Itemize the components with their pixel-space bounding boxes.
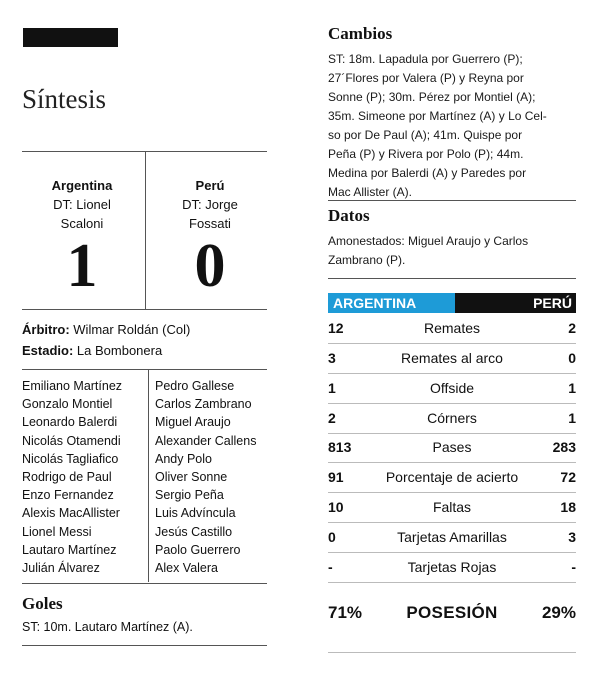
page-title: Síntesis [22,84,107,114]
stat-row [328,522,576,553]
player-away: Paolo Guerrero [155,542,241,557]
player-away: Jesús Castillo [155,524,233,539]
stat-away: 18 [560,498,576,515]
team-home-coach-2: Scaloni [60,216,104,231]
lineup-away [155,377,270,577]
score-home: 1 [66,232,98,300]
stats-header [328,293,576,313]
stat-home: 1 [328,379,336,396]
stat-row [328,492,576,523]
player-away: Alexander Callens [155,433,257,448]
changes-line: Sonne (P); 30m. Pérez por Montiel (A); [328,90,536,104]
divider [22,583,267,584]
stat-row [328,552,576,583]
divider [22,309,267,310]
team-divider [145,151,146,309]
changes-text [328,50,588,202]
player-home: Leonardo Balerdi [22,415,118,430]
team-away-name: Perú [195,178,225,193]
stat-label: Tarjetas Amarillas [397,528,507,545]
player-away: Miguel Araujo [155,415,231,430]
changes-line: 27´Flores por Valera (P) y Reyna por [328,71,524,85]
team-away-coach-2: Fossati [189,216,231,231]
stat-away: 72 [560,468,576,485]
referee-line [22,322,190,337]
data-text [328,232,588,270]
stat-away: 283 [552,438,576,455]
referee-label: Árbitro: [22,322,70,337]
header-black-bar [23,28,118,47]
stat-home: 10 [328,498,344,515]
changes-line: 35m. Simeone por Martínez (A) y Lo Cel- [328,109,547,123]
stat-home: - [328,558,333,575]
stat-label: Córners [427,409,477,426]
player-home: Gonzalo Montiel [22,397,113,412]
team-away-coach-1: DT: Jorge [182,197,238,212]
stat-home: 3 [328,349,336,366]
changes-line: ST: 18m. Lapadula por Guerrero (P); [328,52,523,66]
stat-home: 12 [328,319,344,336]
player-away: Luis Advíncula [155,506,236,521]
divider [328,200,576,201]
stats-header-away: PERÚ [455,293,576,313]
stat-label: Faltas [432,498,472,515]
team-home-name: Argentina [51,178,113,193]
stat-label: Tarjetas Rojas [407,558,497,575]
stats-header-home: ARGENTINA [328,293,455,313]
data-title: Datos [328,206,370,225]
team-home-coach-1: DT: Lionel [53,197,111,212]
stat-row [328,373,576,404]
stat-label: Remates [423,319,481,336]
data-line: Zambrano (P). [328,253,406,267]
player-home: Rodrigo de Paul [22,470,112,485]
stat-label: Offside [429,379,475,396]
goals-text: ST: 10m. Lautaro Martínez (A). [22,620,193,634]
stat-away: 3 [568,528,576,545]
divider [22,645,267,646]
stat-row [328,313,576,344]
player-home: Nicolás Otamendi [22,433,121,448]
stat-away: - [571,558,576,575]
changes-line: Medina por Balerdi (A) y Paredes por [328,166,527,180]
data-line: Amonestados: Miguel Araujo y Carlos [328,234,529,248]
changes-title: Cambios [328,24,393,43]
stat-away: 0 [568,349,576,366]
divider [328,278,576,279]
player-away: Pedro Gallese [155,379,235,393]
stat-home: 813 [328,438,352,455]
changes-line: Mac Allister (A). [328,185,413,199]
stadium-label: Estadio: [22,343,74,358]
divider [328,652,576,653]
stat-home: 91 [328,468,344,485]
possession-row [328,600,576,626]
stat-away: 1 [568,409,576,426]
changes-line: Peña (P) y Rivera por Polo (P); 44m. [328,147,524,161]
possession-label: POSESIÓN [406,603,498,622]
team-home [22,176,142,300]
player-away: Andy Polo [155,451,212,466]
player-away: Carlos Zambrano [155,397,252,412]
stat-label: Porcentaje de acierto [385,468,519,485]
stat-away: 1 [568,379,576,396]
player-home: Julián Álvarez [22,561,100,576]
stat-home: 0 [328,528,336,545]
player-away: Oliver Sonne [155,470,228,485]
divider [22,369,267,370]
stat-label: Pases [432,438,472,455]
player-home: Emiliano Martínez [22,379,123,393]
referee-value: Wilmar Roldán (Col) [69,322,191,337]
player-home: Lionel Messi [22,524,92,539]
lineup-divider [148,369,149,582]
stat-row [328,462,576,493]
stadium-value: La Bombonera [73,343,163,358]
player-home: Lautaro Martínez [22,542,117,557]
stat-row [328,403,576,434]
stat-label: Remates al arco [401,349,503,366]
stadium-line [22,343,162,358]
stat-row [328,432,576,463]
score-away: 0 [194,232,226,300]
stat-row [328,343,576,374]
changes-line: so por De Paul (A); 41m. Quispe por [328,128,523,142]
team-away [150,176,270,300]
goals-title: Goles [22,594,63,613]
player-home: Enzo Fernandez [22,488,114,503]
possession-away: 29% [541,603,576,622]
possession-home: 71% [328,603,363,622]
player-home: Nicolás Tagliafico [22,451,119,466]
lineup-home [22,377,147,577]
player-away: Sergio Peña [155,488,224,503]
player-away: Alex Valera [155,561,218,576]
stat-home: 2 [328,409,336,426]
player-home: Alexis MacAllister [22,506,120,521]
stat-away: 2 [568,319,576,336]
